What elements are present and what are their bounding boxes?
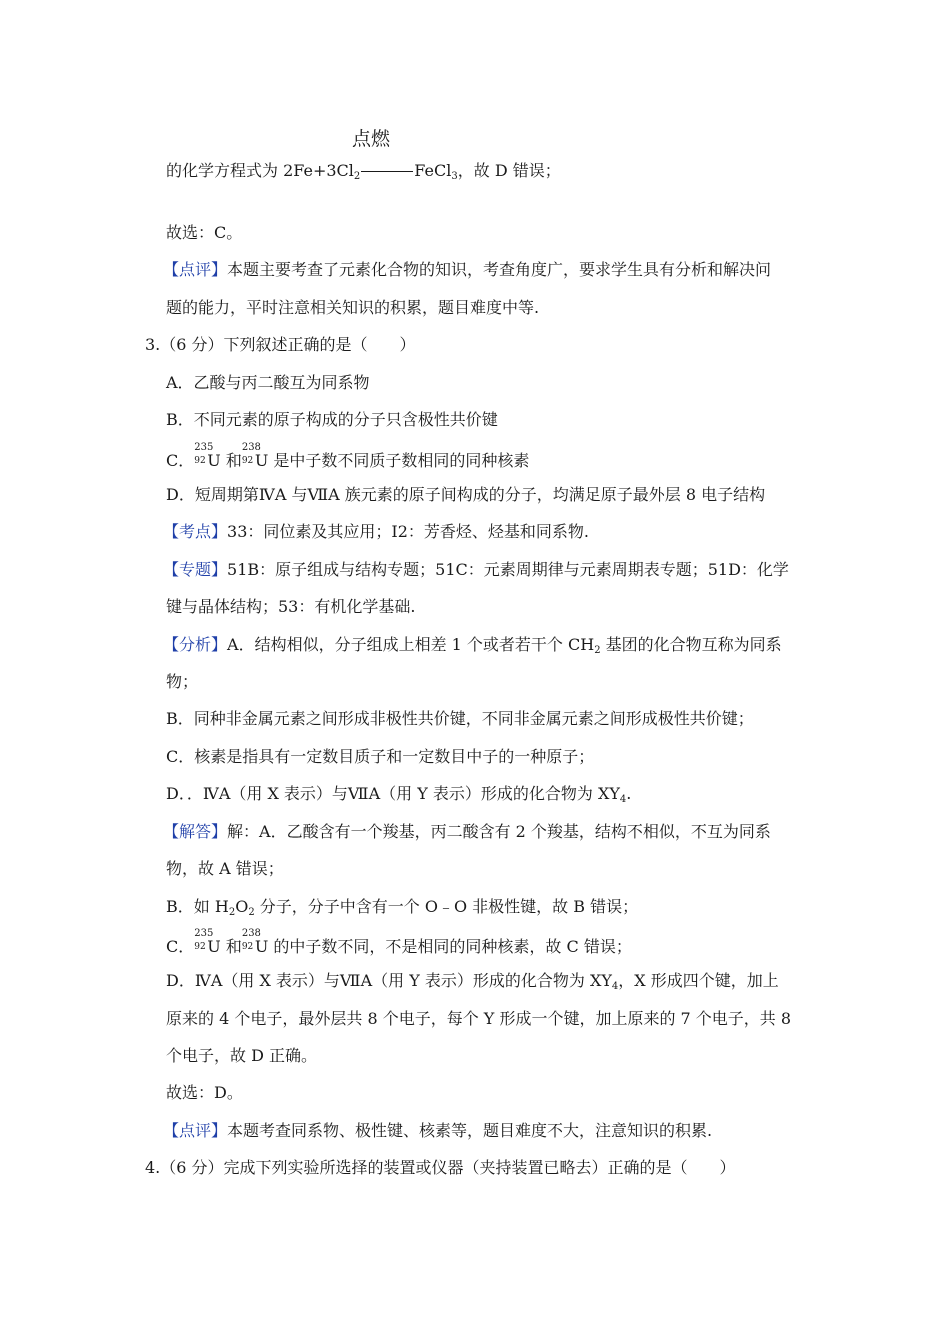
element-u: U xyxy=(207,937,221,956)
question-4-stem: 4.（6 分）完成下列实验所选择的装置或仪器（夹持装置已略去）正确的是（ ） xyxy=(145,1158,736,1177)
zhuanti-tag: 【专题】 xyxy=(163,560,228,579)
xy4-subscript: 4 xyxy=(611,981,619,992)
jieda-d-cont: ，X 形成四个键，加上 xyxy=(618,971,779,990)
h2-subscript: 2 xyxy=(228,907,236,918)
option-c xyxy=(166,442,530,470)
jieda-c xyxy=(166,928,632,956)
cl-subscript: 2 xyxy=(353,171,361,182)
option-c-rest: U 是中子数不同质子数相同的同种核素 xyxy=(254,451,530,470)
jieda-d1 xyxy=(166,973,779,992)
reaction-product: FeCl xyxy=(414,161,452,180)
element-u: U xyxy=(207,451,221,470)
mass-number: 235 xyxy=(194,442,214,453)
jieda-b-rest: 分子，分子中含有一个 O﹣O 非极性键，故 B 错误； xyxy=(254,897,639,916)
mass-number: 238 xyxy=(241,442,261,453)
fenxi-c: C．核素是指具有一定数目质子和一定数目中子的一种原子； xyxy=(166,747,595,766)
review-q3 xyxy=(163,1123,712,1139)
jieda-d2: 原来的 4 个电子，最外层共 8 个电子，每个 Y 形成一个键，加上原来的 7 个电子，共 8 xyxy=(166,1009,792,1028)
atomic-number: 92 xyxy=(194,942,206,952)
review-tag: 【点评】 xyxy=(163,260,228,279)
conjunction: 和 xyxy=(220,937,242,956)
xy4-subscript: 4 xyxy=(619,794,627,805)
jieda-text: 解：A．乙酸含有一个羧基，丙二酸含有 2 个羧基，结构不相似，不互为同系 xyxy=(227,822,771,841)
jieda-d3: 个电子，故 D 正确。 xyxy=(166,1046,318,1065)
question-3-stem: 3.（6 分）下列叙述正确的是（ ） xyxy=(145,335,416,354)
product-subscript: 3 xyxy=(451,171,458,182)
reaction-condition: 点燃 xyxy=(352,128,391,150)
fenxi-line2: 物； xyxy=(166,672,199,691)
mass-number: 238 xyxy=(241,928,261,939)
jieda-c-prefix: C． xyxy=(166,937,195,956)
fenxi-text-cont: 基团的化合物互称为同系 xyxy=(600,635,782,654)
zhuanti-text: 51B：原子组成与结构专题；51C：元素周期律与元素周期表专题；51D：化学 xyxy=(227,560,789,579)
reaction-equation-line xyxy=(166,163,561,182)
nuclide-u238 xyxy=(241,442,261,466)
fenxi-tag: 【分析】 xyxy=(163,635,228,654)
option-b: B．不同元素的原子构成的分子只含极性共价键 xyxy=(166,410,498,429)
jieda-b xyxy=(166,899,638,918)
review-tag: 【点评】 xyxy=(163,1121,228,1140)
atomic-number: 92 xyxy=(241,456,254,466)
fenxi-line1 xyxy=(163,637,782,656)
nuclide-u235 xyxy=(194,928,214,952)
jieda-c-rest: U 的中子数不同，不是相同的同种核素，故 C 错误； xyxy=(254,937,632,956)
zhuanti-line2: 键与晶体结构；53：有机化学基础. xyxy=(166,597,416,616)
option-c-prefix: C． xyxy=(166,451,195,470)
fenxi-d-text: D．．ⅣA（用 X 表示）与ⅦA（用 Y 表示）形成的化合物为 XY xyxy=(166,784,620,803)
reaction-prefix: 的化学方程式为 2Fe+3Cl xyxy=(166,161,354,180)
fenxi-b: B．同种非金属元素之间形成非极性共价键，不同非金属元素之间形成极性共价键； xyxy=(166,709,754,728)
reaction-arrow xyxy=(361,171,413,172)
fenxi-d-end: . xyxy=(626,784,632,803)
jieda-line1 xyxy=(163,824,771,840)
atomic-number: 92 xyxy=(241,942,254,952)
jieda-tag: 【解答】 xyxy=(163,822,228,841)
review-q2-line2: 题的能力，平时注意相关知识的积累，题目难度中等. xyxy=(166,298,540,317)
review-text: 本题主要考查了元素化合物的知识，考查角度广，要求学生具有分析和解决问 xyxy=(227,260,772,279)
nuclide-u238 xyxy=(241,928,261,952)
o2-subscript: 2 xyxy=(248,907,255,918)
reaction-suffix: ，故 D 错误； xyxy=(457,161,561,180)
zhuanti-line1 xyxy=(163,562,789,578)
review-text: 本题考查同系物、极性键、核素等，题目难度不大，注意知识的积累. xyxy=(227,1121,713,1140)
atomic-number: 92 xyxy=(194,456,206,466)
nuclide-u235 xyxy=(194,442,214,466)
mass-number: 235 xyxy=(194,928,214,939)
jieda-line2: 物，故 A 错误； xyxy=(166,859,284,878)
choice-q3: 故选：D。 xyxy=(166,1083,243,1102)
conjunction: 和 xyxy=(220,451,242,470)
kaodian-tag: 【考点】 xyxy=(163,522,228,541)
jieda-b-text: B．如 H xyxy=(166,897,229,916)
jieda-b-o: O xyxy=(235,897,249,916)
option-d: D．短周期第ⅣA 与ⅦA 族元素的原子间构成的分子，均满足原子最外层 8 电子结构 xyxy=(166,485,766,504)
fenxi-d xyxy=(166,786,631,805)
kaodian-text: 33：同位素及其应用；I2：芳香烃、烃基和同系物. xyxy=(227,522,589,541)
jieda-d-text: D．ⅣA（用 X 表示）与ⅦA（用 Y 表示）形成的化合物为 XY xyxy=(166,971,612,990)
review-q2-line1 xyxy=(163,262,771,278)
kaodian-line xyxy=(163,524,589,540)
option-a: A．乙酸与丙二酸互为同系物 xyxy=(166,373,370,392)
ch2-subscript: 2 xyxy=(594,645,601,656)
choice-q2: 故选：C。 xyxy=(166,223,243,242)
fenxi-text: A．结构相似，分子组成上相差 1 个或者若干个 CH xyxy=(227,635,595,654)
